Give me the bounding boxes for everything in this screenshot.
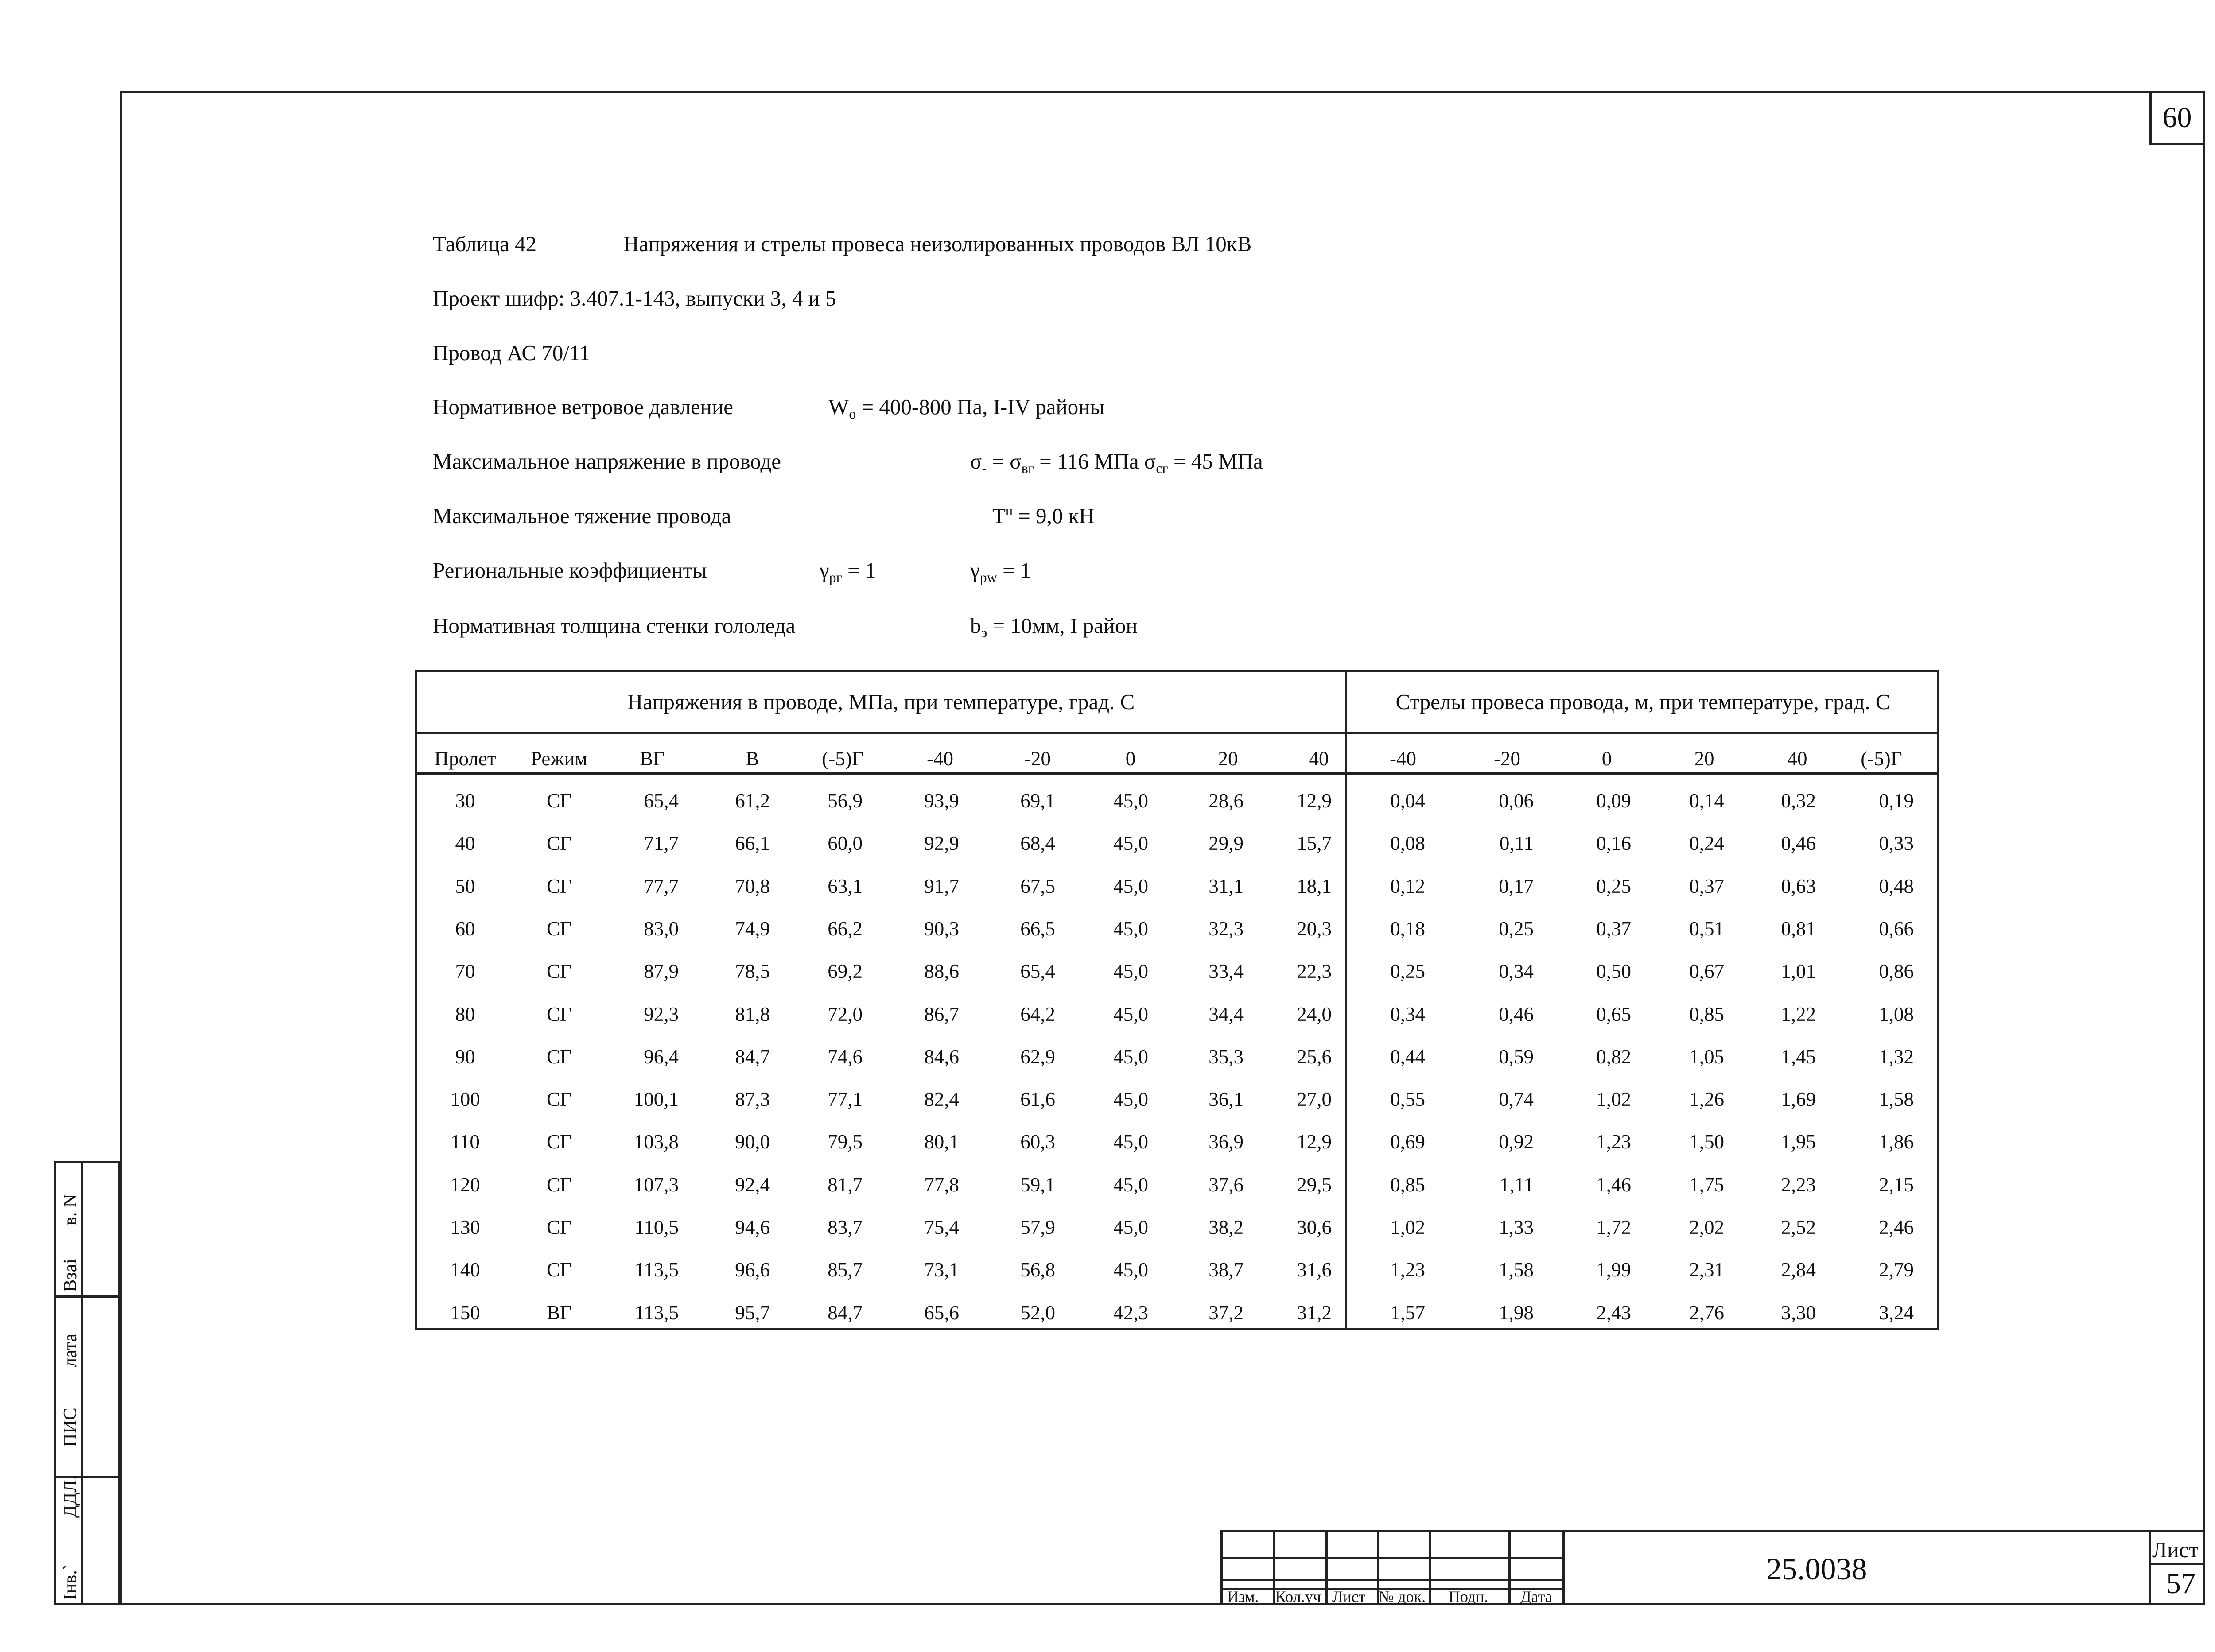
ice-label: Нормативная толщина стенки гололеда xyxy=(433,613,796,638)
table-cell: 88,6 xyxy=(924,960,959,983)
table-cell: 0,69 xyxy=(1390,1131,1425,1153)
table-cell: 40 xyxy=(455,832,475,855)
table-cell: 0,33 xyxy=(1879,832,1914,855)
table-cell: 1,99 xyxy=(1596,1259,1631,1281)
column-header: -20 xyxy=(1024,748,1051,770)
table-label: Таблица 42 xyxy=(433,232,537,256)
table-cell: 12,9 xyxy=(1297,790,1332,812)
table-cell: 100 xyxy=(450,1088,480,1111)
table-cell: 1,11 xyxy=(1499,1173,1534,1196)
column-header: 0 xyxy=(1601,748,1612,770)
table-cell: 0,85 xyxy=(1689,1003,1724,1025)
table-cell: 1,86 xyxy=(1879,1131,1914,1153)
table-cell: 66,5 xyxy=(1020,917,1055,940)
table-cell: 1,45 xyxy=(1781,1045,1816,1068)
table-cell: 2,15 xyxy=(1879,1173,1914,1196)
table-cell: 32,3 xyxy=(1209,917,1244,940)
table-cell: 56,9 xyxy=(828,790,863,812)
side-label: лата xyxy=(60,1333,81,1367)
table-cell: 2,46 xyxy=(1879,1216,1914,1238)
table-cell: 72,0 xyxy=(828,1003,863,1025)
table-cell: 86,7 xyxy=(924,1003,959,1025)
table-cell: 2,43 xyxy=(1596,1301,1631,1324)
table-cell: 61,6 xyxy=(1020,1088,1055,1111)
table-cell: 65,4 xyxy=(1020,960,1055,983)
table-cell: 1,98 xyxy=(1499,1301,1534,1324)
table-cell: 0,81 xyxy=(1781,917,1816,940)
table-cell: 0,67 xyxy=(1689,960,1724,983)
table-cell: 69,2 xyxy=(828,960,863,983)
table-cell: 45,0 xyxy=(1113,1173,1148,1196)
table-cell: 80,1 xyxy=(924,1131,959,1153)
ice-value: $b_э = 10мм$, I район xyxy=(970,613,1138,640)
table-cell: 91,7 xyxy=(924,875,959,897)
table-cell: 45,0 xyxy=(1113,917,1148,940)
table-cell: 0,37 xyxy=(1689,875,1724,897)
table-cell: 66,2 xyxy=(828,917,863,940)
title-block-line xyxy=(1223,1579,1562,1581)
table-cell: 80 xyxy=(455,1003,475,1025)
table-cell: 77,7 xyxy=(644,875,679,897)
table-cell: 33,4 xyxy=(1209,960,1244,983)
table-cell: 24,0 xyxy=(1297,1003,1332,1025)
table-cell: 0,74 xyxy=(1499,1088,1534,1111)
table-cell: 110 xyxy=(451,1131,480,1153)
table-cell: 84,6 xyxy=(924,1045,959,1068)
table-cell: 0,34 xyxy=(1499,960,1534,983)
side-label: ДДЛ. xyxy=(60,1475,81,1518)
table-cell: 1,95 xyxy=(1781,1131,1816,1153)
table-cell: 0,46 xyxy=(1499,1003,1534,1025)
table-cell: 113,5 xyxy=(634,1301,679,1324)
table-cell: 3,30 xyxy=(1781,1301,1816,1324)
table-cell: 0,44 xyxy=(1390,1045,1425,1068)
table-cell: 0,55 xyxy=(1390,1088,1425,1111)
stress-sag-table xyxy=(415,670,1939,1330)
table-cell: 0,09 xyxy=(1596,790,1631,812)
table-cell: 36,1 xyxy=(1209,1088,1244,1111)
table-cell: 77,1 xyxy=(828,1088,863,1111)
table-cell: 3,24 xyxy=(1879,1301,1914,1324)
table-cell: 1,22 xyxy=(1781,1003,1816,1025)
table-cell: 0,86 xyxy=(1879,960,1914,983)
table-cell: 103,8 xyxy=(633,1131,679,1153)
table-cell: 1,23 xyxy=(1596,1131,1631,1153)
column-header: -40 xyxy=(1390,748,1416,770)
table-cell: 140 xyxy=(450,1259,480,1281)
table-cell: 28,6 xyxy=(1209,790,1244,812)
table-cell: 31,6 xyxy=(1297,1259,1332,1281)
table-cell: 65,4 xyxy=(644,790,679,812)
tb-col-list: Лист xyxy=(1332,1588,1366,1605)
column-header: -40 xyxy=(927,748,953,770)
table-cell: СГ xyxy=(546,1216,572,1238)
table-cell: 0,19 xyxy=(1879,790,1914,812)
table-cell: 113,5 xyxy=(634,1259,679,1281)
table-cell: 67,5 xyxy=(1020,875,1055,897)
table-cell: 61,2 xyxy=(735,790,770,812)
table-cell: 2,79 xyxy=(1879,1259,1914,1281)
column-header: 40 xyxy=(1309,748,1329,770)
table-cell: 57,9 xyxy=(1020,1216,1055,1238)
table-cell: 0,16 xyxy=(1596,832,1631,855)
side-label: Взаі xyxy=(60,1259,81,1292)
table-cell: 45,0 xyxy=(1113,1003,1148,1025)
title-block-line xyxy=(2149,1532,2151,1603)
table-cell: 0,17 xyxy=(1499,875,1534,897)
table-cell: 0,12 xyxy=(1390,875,1425,897)
table-cell: 0,25 xyxy=(1390,960,1425,983)
title-block-line xyxy=(1562,1532,1565,1603)
table-cell: 1,75 xyxy=(1689,1173,1724,1196)
table-cell: 92,9 xyxy=(924,832,959,855)
table-cell: 1,50 xyxy=(1689,1131,1724,1153)
table-cell: 120 xyxy=(450,1173,480,1196)
table-cell: 150 xyxy=(450,1301,480,1324)
table-cell: 0,04 xyxy=(1390,790,1425,812)
table-cell: 15,7 xyxy=(1297,832,1332,855)
table-cell: 96,4 xyxy=(644,1045,679,1068)
table-cell: 81,8 xyxy=(735,1003,770,1025)
column-header: -20 xyxy=(1494,748,1520,770)
side-label: Інв.` xyxy=(60,1564,81,1600)
table-cell: 0,92 xyxy=(1499,1131,1534,1153)
table-cell: 1,01 xyxy=(1781,960,1816,983)
max-tension-value: $Т^н = 9,0$ кН xyxy=(992,504,1095,528)
table-cell: 1,05 xyxy=(1689,1045,1724,1068)
table-cell: 0,63 xyxy=(1781,875,1816,897)
table-cell: 2,02 xyxy=(1689,1216,1724,1238)
table-cell: СГ xyxy=(546,875,572,897)
column-header: (-5)Г xyxy=(1861,748,1902,770)
wire-type: Провод АС 70/11 xyxy=(433,341,591,365)
table-cell: 37,2 xyxy=(1209,1301,1244,1324)
table-cell: 37,6 xyxy=(1209,1173,1244,1196)
table-cell: 45,0 xyxy=(1113,875,1148,897)
table-cell: СГ xyxy=(546,1003,572,1025)
table-cell: 0,11 xyxy=(1499,832,1534,855)
table-cell: 0,37 xyxy=(1596,917,1631,940)
table-cell: 56,8 xyxy=(1020,1259,1055,1281)
sheet-number: 57 xyxy=(2166,1567,2196,1600)
table-cell: 0,66 xyxy=(1879,917,1914,940)
table-cell: 0,32 xyxy=(1781,790,1816,812)
table-cell: 20,3 xyxy=(1297,917,1332,940)
table-cell: 79,5 xyxy=(828,1131,863,1153)
table-cell: 73,1 xyxy=(924,1259,959,1281)
table-cell: 96,6 xyxy=(735,1259,770,1281)
side-stamp-divider xyxy=(81,1163,83,1603)
table-cell: 95,7 xyxy=(735,1301,770,1324)
table-cell: 45,0 xyxy=(1113,1216,1148,1238)
side-stamp xyxy=(54,1161,120,1605)
table-cell: 18,1 xyxy=(1297,875,1332,897)
table-cell: 1,26 xyxy=(1689,1088,1724,1111)
table-cell: СГ xyxy=(546,790,572,812)
table-cell: 31,1 xyxy=(1209,875,1244,897)
table-cell: 78,5 xyxy=(735,960,770,983)
column-header: ВГ xyxy=(639,748,665,770)
table-cell: 0,82 xyxy=(1596,1045,1631,1068)
table-cell: 90,3 xyxy=(924,917,959,940)
table-group-underline-sag xyxy=(1345,732,1937,734)
table-cell: 65,6 xyxy=(924,1301,959,1324)
table-cell: 45,0 xyxy=(1113,1088,1148,1111)
table-cell: 2,23 xyxy=(1781,1173,1816,1196)
table-cell: СГ xyxy=(546,917,572,940)
table-cell: 2,84 xyxy=(1781,1259,1816,1281)
table-cell: 50 xyxy=(455,875,475,897)
table-cell: 45,0 xyxy=(1113,832,1148,855)
table-cell: 1,46 xyxy=(1596,1173,1631,1196)
table-cell: 29,9 xyxy=(1209,832,1244,855)
max-tension-label: Максимальное тяжение провода xyxy=(433,504,731,528)
table-cell: 0,46 xyxy=(1781,832,1816,855)
sheet-number-top: 60 xyxy=(2149,91,2205,145)
table-cell: 45,0 xyxy=(1113,790,1148,812)
table-cell: 0,50 xyxy=(1596,960,1631,983)
column-header: (-5)Г xyxy=(822,748,863,770)
column-header: Пролет xyxy=(434,748,496,770)
project-code: Проект шифр: 3.407.1-143, выпуски 3, 4 и 5 xyxy=(433,286,836,310)
tb-col-data: Дата xyxy=(1520,1588,1552,1605)
table-cell: 0,24 xyxy=(1689,832,1724,855)
column-header: Режим xyxy=(530,748,588,770)
title-block xyxy=(1220,1530,2205,1605)
table-cell: 1,58 xyxy=(1879,1088,1914,1111)
tb-col-kol-uch: Кол.уч xyxy=(1275,1588,1321,1605)
table-cell: 0,48 xyxy=(1879,875,1914,897)
max-stress-label: Максимальное напряжение в проводе xyxy=(433,449,781,473)
table-cell: 60 xyxy=(455,917,475,940)
table-cell: 29,5 xyxy=(1297,1173,1332,1196)
sheet-label: Лист xyxy=(2152,1537,2199,1562)
document-number: 25.0038 xyxy=(1766,1552,1867,1586)
tb-col-doc-num: № док. xyxy=(1379,1588,1426,1605)
table-cell: 34,4 xyxy=(1209,1003,1244,1025)
table-cell: 1,08 xyxy=(1879,1003,1914,1025)
table-cell: 0,08 xyxy=(1390,832,1425,855)
table-cell: 70,8 xyxy=(735,875,770,897)
table-cell: 92,3 xyxy=(644,1003,679,1025)
table-cell: 0,14 xyxy=(1689,790,1724,812)
table-cell: 60,0 xyxy=(828,832,863,855)
table-cell: СГ xyxy=(546,1173,572,1196)
table-cell: 25,6 xyxy=(1297,1045,1332,1068)
table-cell: 0,51 xyxy=(1689,917,1724,940)
table-title: Напряжения и стрелы провеса неизолированных проводов ВЛ 10кВ xyxy=(623,232,1252,256)
table-cell: 85,7 xyxy=(828,1259,863,1281)
table-cell: СГ xyxy=(546,1259,572,1281)
table-cell: 93,9 xyxy=(924,790,959,812)
column-header: 40 xyxy=(1787,748,1807,770)
table-cell: 1,33 xyxy=(1499,1216,1534,1238)
table-cell: 27,0 xyxy=(1297,1088,1332,1111)
table-cell: 60,3 xyxy=(1020,1131,1055,1153)
regional-label: Региональные коэффициенты xyxy=(433,558,707,582)
table-cell: 71,7 xyxy=(644,832,679,855)
table-cell: 22,3 xyxy=(1297,960,1332,983)
table-cell: СГ xyxy=(546,1131,572,1153)
table-cell: 130 xyxy=(450,1216,480,1238)
tb-col-podp: Подп. xyxy=(1449,1588,1488,1605)
table-cell: СГ xyxy=(546,960,572,983)
table-cell: СГ xyxy=(546,1088,572,1111)
table-cell: 62,9 xyxy=(1020,1045,1055,1068)
table-cell: 92,4 xyxy=(735,1173,770,1196)
gamma-pg-value: $\gamma_{pг} = 1$ xyxy=(820,558,876,585)
side-label: ПИС xyxy=(60,1408,81,1447)
table-cell: 0,06 xyxy=(1499,790,1534,812)
side-label: в. N xyxy=(60,1194,81,1225)
table-cell: 36,9 xyxy=(1209,1131,1244,1153)
table-cell: ВГ xyxy=(546,1301,572,1324)
table-cell: 35,3 xyxy=(1209,1045,1244,1068)
table-cell: 1,23 xyxy=(1390,1259,1425,1281)
group-header-sag: Стрелы провеса провода, м, при температуре, град. С xyxy=(1395,690,1890,714)
table-cell: 0,25 xyxy=(1499,917,1534,940)
wind-label: Нормативное ветровое давление xyxy=(433,395,733,419)
table-cell: 1,02 xyxy=(1390,1216,1425,1238)
table-cell: 45,0 xyxy=(1113,1131,1148,1153)
wind-value: $W_о = 400-800$ Па, I-IV районы xyxy=(828,395,1105,422)
max-stress-value: $\sigma_- = \sigma_{вг} = 116$ МПа $\sigma_{сг} = 45$ МПа xyxy=(970,449,1263,476)
table-cell: 30 xyxy=(455,790,475,812)
table-cell: 81,7 xyxy=(828,1173,863,1196)
title-block-line xyxy=(1429,1532,1431,1603)
table-cell: 0,59 xyxy=(1499,1045,1534,1068)
table-cell: 69,1 xyxy=(1020,790,1055,812)
table-cell: 90 xyxy=(455,1045,475,1068)
side-stamp-row-line xyxy=(56,1295,118,1298)
table-cell: 107,3 xyxy=(633,1173,679,1196)
table-cell: 1,72 xyxy=(1596,1216,1631,1238)
table-cell: 0,65 xyxy=(1596,1003,1631,1025)
table-cell: 74,6 xyxy=(828,1045,863,1068)
column-header: 20 xyxy=(1218,748,1238,770)
table-cell: 30,6 xyxy=(1297,1216,1332,1238)
title-block-line xyxy=(1223,1557,1562,1559)
table-cell: 63,1 xyxy=(828,875,863,897)
table-cell: 77,8 xyxy=(924,1173,959,1196)
table-cell: 31,2 xyxy=(1297,1301,1332,1324)
column-header: 20 xyxy=(1694,748,1714,770)
table-cell: 83,0 xyxy=(644,917,679,940)
table-cell: 52,0 xyxy=(1020,1301,1055,1324)
table-cell: 68,4 xyxy=(1020,832,1055,855)
table-cell: 94,6 xyxy=(735,1216,770,1238)
table-cell: 0,85 xyxy=(1390,1173,1425,1196)
table-cell: 59,1 xyxy=(1020,1173,1055,1196)
table-cell: 84,7 xyxy=(828,1301,863,1324)
table-cell: 45,0 xyxy=(1113,960,1148,983)
table-cell: СГ xyxy=(546,1045,572,1068)
table-cell: 74,9 xyxy=(735,917,770,940)
title-block-line xyxy=(2149,1563,2203,1565)
tb-col-izm: Изм. xyxy=(1227,1588,1259,1605)
column-header: В xyxy=(745,748,759,770)
table-cell: 38,7 xyxy=(1209,1259,1244,1281)
table-cell: 0,18 xyxy=(1390,917,1425,940)
table-cell: 2,52 xyxy=(1781,1216,1816,1238)
table-cell: 1,32 xyxy=(1879,1045,1914,1068)
table-cell: 83,7 xyxy=(828,1216,863,1238)
table-cell: 82,4 xyxy=(924,1088,959,1111)
table-cell: 64,2 xyxy=(1020,1003,1055,1025)
title-block-line xyxy=(1508,1532,1511,1603)
column-header: 0 xyxy=(1125,748,1136,770)
table-cell: 0,25 xyxy=(1596,875,1631,897)
group-header-stress: Напряжения в проводе, МПа, при температуре, град. С xyxy=(627,690,1135,714)
table-cell: 100,1 xyxy=(633,1088,679,1111)
table-cell: 2,31 xyxy=(1689,1259,1724,1281)
table-cell: 42,3 xyxy=(1113,1301,1148,1324)
table-cell: 2,76 xyxy=(1689,1301,1724,1324)
table-cell: 12,9 xyxy=(1297,1131,1332,1153)
table-cell: 87,3 xyxy=(735,1088,770,1111)
table-cell: СГ xyxy=(546,832,572,855)
table-header-underline xyxy=(417,772,1937,775)
table-group-underline-stress xyxy=(417,732,1345,734)
table-cell: 75,4 xyxy=(924,1216,959,1238)
table-cell: 45,0 xyxy=(1113,1045,1148,1068)
table-cell: 1,57 xyxy=(1390,1301,1425,1324)
table-cell: 1,02 xyxy=(1596,1088,1631,1111)
gamma-pw-value: $\gamma_{pw} = 1$ xyxy=(970,558,1031,585)
table-cell: 1,58 xyxy=(1499,1259,1534,1281)
table-cell: 45,0 xyxy=(1113,1259,1148,1281)
table-cell: 110,5 xyxy=(634,1216,679,1238)
table-cell: 38,2 xyxy=(1209,1216,1244,1238)
table-cell: 87,9 xyxy=(644,960,679,983)
table-cell: 66,1 xyxy=(735,832,770,855)
table-cell: 1,69 xyxy=(1781,1088,1816,1111)
table-cell: 70 xyxy=(455,960,475,983)
table-cell: 0,34 xyxy=(1390,1003,1425,1025)
title-block-line xyxy=(1325,1532,1328,1603)
table-cell: 90,0 xyxy=(735,1131,770,1153)
table-cell: 84,7 xyxy=(735,1045,770,1068)
